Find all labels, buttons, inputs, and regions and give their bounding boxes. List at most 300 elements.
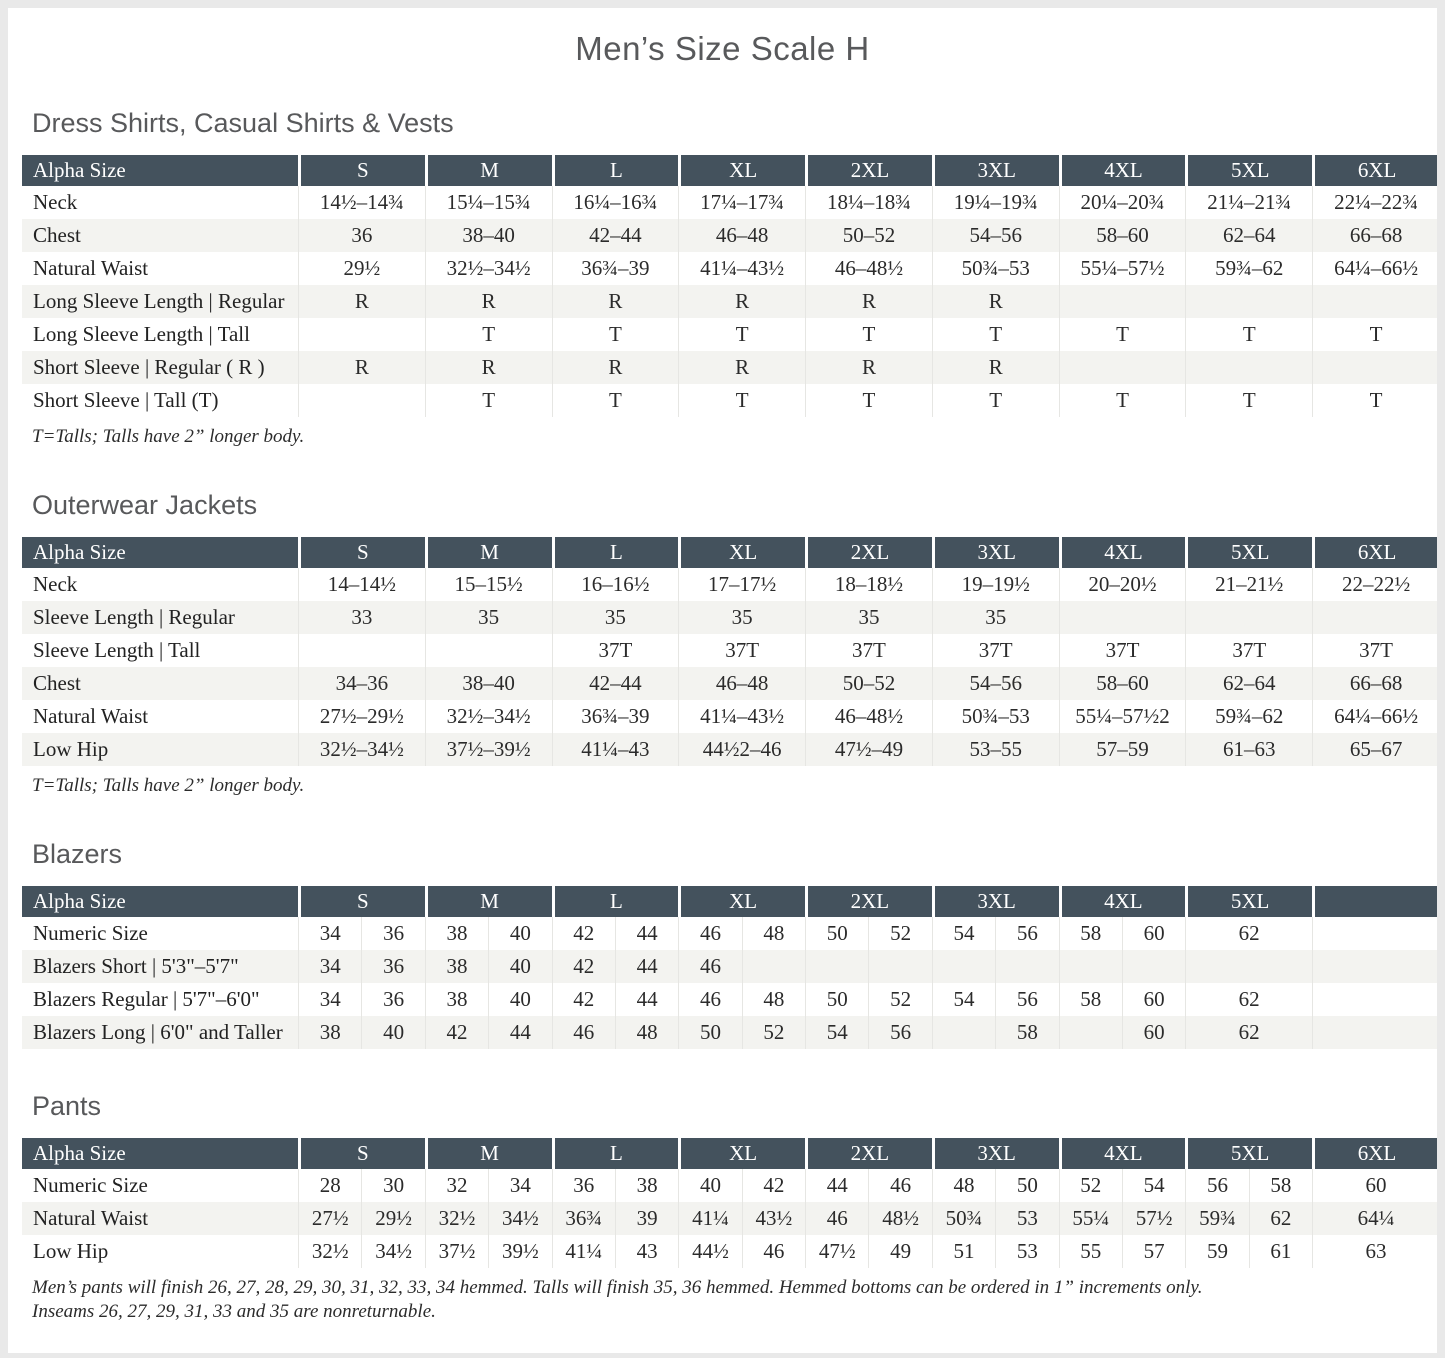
size-cell: R xyxy=(805,351,932,384)
size-cell: R xyxy=(678,285,805,318)
size-cell: 62 xyxy=(1185,917,1312,950)
column-header-label: Alpha Size xyxy=(22,155,298,186)
table-row xyxy=(22,1235,1439,1268)
size-cell: T xyxy=(1059,384,1186,417)
size-cell: 40 xyxy=(361,1016,424,1049)
table-row xyxy=(22,252,1439,285)
size-cell: 50 xyxy=(678,1016,741,1049)
size-cell: 34 xyxy=(488,1169,551,1202)
row-label: Blazers Regular | 5'7"–6'0" xyxy=(33,987,260,1011)
size-cell: 18¼–18¾ xyxy=(805,186,932,219)
size-cell: 59 xyxy=(1185,1235,1248,1268)
table-row xyxy=(22,186,1439,219)
footnote-pants-line1: Men’s pants will finish 26, 27, 28, 29, 30, 31, 32, 33, 34 hemmed. Talls will finish 35, 36 hemmed. Hemmed bottoms can be ordered in 1” increments only. xyxy=(32,1277,1203,1298)
size-cell xyxy=(1059,351,1186,384)
header-row xyxy=(22,886,1439,917)
size-cell: 19–19½ xyxy=(932,568,1059,601)
size-cell: 50¾–53 xyxy=(932,252,1059,285)
table-row xyxy=(22,983,1439,1016)
size-cell: 38 xyxy=(298,1016,361,1049)
size-cell: R xyxy=(425,351,552,384)
size-cell: R xyxy=(552,285,679,318)
size-cell: R xyxy=(678,351,805,384)
section-outerwear-jackets xyxy=(22,490,1423,797)
table-row xyxy=(22,384,1439,417)
size-cell: 14–14½ xyxy=(298,568,425,601)
size-cell: 41¼ xyxy=(552,1235,615,1268)
size-cell: 32½ xyxy=(425,1202,488,1235)
size-table-host-dress-shirts xyxy=(22,155,1423,417)
size-cell: 39 xyxy=(615,1202,678,1235)
size-cell: 34–36 xyxy=(298,667,425,700)
size-cell xyxy=(932,950,995,983)
page-title: Men’s Size Scale H xyxy=(575,30,870,67)
size-cell: 32½–34½ xyxy=(425,700,552,733)
size-cell: 37T xyxy=(1185,634,1312,667)
size-cell: T xyxy=(1185,384,1312,417)
header-row xyxy=(22,1138,1439,1169)
column-header: 3XL xyxy=(932,886,1059,917)
size-cell: 30 xyxy=(361,1169,424,1202)
size-table xyxy=(22,155,1439,417)
table-row xyxy=(22,219,1439,252)
size-cell: 34 xyxy=(298,983,361,1016)
size-cell: 41¼–43½ xyxy=(678,700,805,733)
table-row xyxy=(22,950,1439,983)
column-header: 3XL xyxy=(932,1138,1059,1169)
size-cell xyxy=(1312,917,1439,950)
size-cell: 66–68 xyxy=(1312,219,1439,252)
size-cell: 57½ xyxy=(1122,1202,1185,1235)
size-cell: 38–40 xyxy=(425,667,552,700)
size-cell: 48 xyxy=(742,917,805,950)
size-cell: 50–52 xyxy=(805,667,932,700)
size-cell xyxy=(425,634,552,667)
size-cell: 66–68 xyxy=(1312,667,1439,700)
size-cell: 27½ xyxy=(298,1202,361,1235)
column-header: 4XL xyxy=(1059,886,1186,917)
size-cell xyxy=(1059,950,1122,983)
size-cell: 59¾–62 xyxy=(1185,700,1312,733)
size-cell: 20¼–20¾ xyxy=(1059,186,1186,219)
row-label: Neck xyxy=(33,190,78,214)
size-cell: 42 xyxy=(552,917,615,950)
column-header: S xyxy=(298,1138,425,1169)
row-label: Long Sleeve Length | Tall xyxy=(33,322,250,346)
size-cell: 36 xyxy=(552,1169,615,1202)
size-cell: 53–55 xyxy=(932,733,1059,766)
size-table xyxy=(22,537,1439,766)
size-table-host-pants xyxy=(22,1138,1423,1268)
table-row xyxy=(22,667,1439,700)
footnote-pants-line2: Inseams 26, 27, 29, 31, 33 and 35 are nonreturnable. xyxy=(32,1301,436,1322)
column-header: L xyxy=(552,886,679,917)
row-label: Blazers Short | 5'3"–5'7" xyxy=(22,950,298,983)
size-cell: 36 xyxy=(361,917,424,950)
size-cell: 50–52 xyxy=(805,219,932,252)
size-cell: 35 xyxy=(425,601,552,634)
size-cell xyxy=(1312,285,1439,318)
size-cell: 62–64 xyxy=(1185,667,1312,700)
size-cell: 42–44 xyxy=(552,219,679,252)
size-cell: 50¾–53 xyxy=(932,700,1059,733)
size-cell: 60 xyxy=(1122,917,1185,950)
column-header: 5XL xyxy=(1185,155,1312,186)
row-label: Natural Waist xyxy=(33,256,149,280)
size-cell: 60 xyxy=(1122,1016,1185,1049)
row-label: Sleeve Length | Regular xyxy=(22,601,298,634)
size-cell: 21–21½ xyxy=(1185,568,1312,601)
size-cell xyxy=(1185,950,1312,983)
size-cell: 38 xyxy=(425,917,488,950)
size-cell: 44½ xyxy=(678,1235,741,1268)
size-cell: 43 xyxy=(615,1235,678,1268)
size-cell: 50 xyxy=(995,1169,1058,1202)
size-cell: 32½–34½ xyxy=(298,733,425,766)
size-cell: 58–60 xyxy=(1059,667,1186,700)
size-cell: 17–17½ xyxy=(678,568,805,601)
size-cell: T xyxy=(678,318,805,351)
size-cell: 40 xyxy=(488,983,551,1016)
size-cell: 15–15½ xyxy=(425,568,552,601)
size-cell: 35 xyxy=(552,601,679,634)
size-cell xyxy=(742,950,805,983)
size-cell: 36 xyxy=(361,983,424,1016)
size-cell: 54 xyxy=(932,917,995,950)
column-header: 5XL xyxy=(1185,1138,1312,1169)
column-header: M xyxy=(425,1138,552,1169)
size-cell: 56 xyxy=(995,983,1058,1016)
size-cell: 37T xyxy=(1312,634,1439,667)
size-cell: T xyxy=(805,384,932,417)
size-cell: 18–18½ xyxy=(805,568,932,601)
size-cell: 46 xyxy=(678,950,741,983)
size-cell: 36¾–39 xyxy=(552,700,679,733)
size-cell: 41¼–43½ xyxy=(678,252,805,285)
size-cell: 35 xyxy=(805,601,932,634)
size-cell: 41¼ xyxy=(678,1202,741,1235)
size-cell: 42–44 xyxy=(552,667,679,700)
size-cell: 38 xyxy=(615,1169,678,1202)
size-cell: R xyxy=(425,285,552,318)
size-cell: 64¼–66½ xyxy=(1312,700,1439,733)
size-cell: 54 xyxy=(932,983,995,1016)
size-cell xyxy=(1059,1016,1122,1049)
size-cell: 46–48 xyxy=(678,219,805,252)
size-cell: 38–40 xyxy=(425,219,552,252)
size-cell: 21¼–21¾ xyxy=(1185,186,1312,219)
column-header: 4XL xyxy=(1059,155,1186,186)
size-cell: R xyxy=(805,285,932,318)
size-cell: 28 xyxy=(298,1169,361,1202)
column-header: XL xyxy=(678,155,805,186)
section-heading-blazers: Blazers xyxy=(32,839,123,869)
header-row xyxy=(22,155,1439,186)
size-table-host-blazers xyxy=(22,886,1423,1049)
size-cell: 38 xyxy=(425,983,488,1016)
size-cell: 29½ xyxy=(361,1202,424,1235)
size-cell: 43½ xyxy=(742,1202,805,1235)
size-cell: 58 xyxy=(1249,1169,1312,1202)
size-cell: 59¾–62 xyxy=(1185,252,1312,285)
size-cell: 36¾ xyxy=(552,1202,615,1235)
size-cell: 46 xyxy=(678,983,741,1016)
size-cell: 46–48½ xyxy=(805,700,932,733)
size-cell xyxy=(868,950,931,983)
size-cell: T xyxy=(805,318,932,351)
size-cell: 37½ xyxy=(425,1235,488,1268)
size-cell: 44 xyxy=(615,917,678,950)
size-cell: 46 xyxy=(742,1235,805,1268)
size-cell: 53 xyxy=(995,1202,1058,1235)
size-cell: 44 xyxy=(615,950,678,983)
table-row xyxy=(22,351,1439,384)
column-header: M xyxy=(425,155,552,186)
row-label: Short Sleeve | Regular ( R ) xyxy=(22,351,298,384)
size-cell xyxy=(298,318,425,351)
size-cell xyxy=(1185,351,1312,384)
size-cell xyxy=(1312,1016,1439,1049)
column-header: S xyxy=(298,886,425,917)
section-heading-pants: Pants xyxy=(32,1091,102,1121)
size-cell: 55¼–57½ xyxy=(1059,252,1186,285)
row-label: Neck xyxy=(33,572,78,596)
size-cell: R xyxy=(932,285,1059,318)
column-header-label: Alpha Size xyxy=(22,886,298,917)
size-cell: 44 xyxy=(488,1016,551,1049)
size-cell: 62–64 xyxy=(1185,219,1312,252)
column-header: XL xyxy=(678,537,805,568)
table-row xyxy=(22,568,1439,601)
size-cell: 62 xyxy=(1185,1016,1312,1049)
size-cell: R xyxy=(298,351,425,384)
table-row xyxy=(22,700,1439,733)
size-cell: 41¼–43 xyxy=(552,733,679,766)
size-cell: 39½ xyxy=(488,1235,551,1268)
row-label: Sleeve Length | Tall xyxy=(33,638,201,662)
size-cell: 44 xyxy=(805,1169,868,1202)
size-cell: 15¼–15¾ xyxy=(425,186,552,219)
size-cell: 44 xyxy=(615,983,678,1016)
size-cell: 14½–14¾ xyxy=(298,186,425,219)
size-cell: 54–56 xyxy=(932,219,1059,252)
size-cell: 46 xyxy=(805,1202,868,1235)
size-cell: T xyxy=(1185,318,1312,351)
column-header: 2XL xyxy=(805,537,932,568)
size-cell: T xyxy=(1312,384,1439,417)
size-cell: T xyxy=(1312,318,1439,351)
size-cell: 42 xyxy=(552,950,615,983)
table-row xyxy=(22,601,1439,634)
size-cell: 46–48 xyxy=(678,667,805,700)
size-cell: 16–16½ xyxy=(552,568,679,601)
table-row xyxy=(22,1169,1439,1202)
table-row xyxy=(22,917,1439,950)
column-header: L xyxy=(552,537,679,568)
size-cell: 37½–39½ xyxy=(425,733,552,766)
size-cell: 16¼–16¾ xyxy=(552,186,679,219)
size-cell xyxy=(1059,285,1186,318)
column-header: 4XL xyxy=(1059,1138,1186,1169)
size-cell: 57 xyxy=(1122,1235,1185,1268)
size-cell: 37T xyxy=(1059,634,1186,667)
column-header: 3XL xyxy=(932,537,1059,568)
row-label: Long Sleeve Length | Regular xyxy=(22,285,298,318)
column-header: 6XL xyxy=(1312,155,1439,186)
column-header: S xyxy=(298,155,425,186)
size-cell: 52 xyxy=(742,1016,805,1049)
section-dress-shirts xyxy=(22,108,1423,448)
size-cell: T xyxy=(425,384,552,417)
table-row xyxy=(22,733,1439,766)
size-cell: R xyxy=(298,285,425,318)
size-cell: 27½–29½ xyxy=(298,700,425,733)
size-cell: 52 xyxy=(868,983,931,1016)
size-cell xyxy=(1312,983,1439,1016)
size-cell: 58–60 xyxy=(1059,219,1186,252)
size-cell: 40 xyxy=(488,950,551,983)
size-cell: 37T xyxy=(805,634,932,667)
column-header: L xyxy=(552,155,679,186)
size-cell: 48 xyxy=(932,1169,995,1202)
footnote-outerwear-jackets: T=Talls; Talls have 2” longer body. xyxy=(32,775,305,796)
column-header xyxy=(1312,886,1439,917)
size-cell: 34 xyxy=(298,917,361,950)
size-cell: 55¼ xyxy=(1059,1202,1122,1235)
column-header-label: Alpha Size xyxy=(22,1138,298,1169)
table-row xyxy=(22,1202,1439,1235)
size-cell: 55 xyxy=(1059,1235,1122,1268)
size-cell: 55¼–57½2 xyxy=(1059,700,1186,733)
size-cell: 36 xyxy=(361,950,424,983)
size-cell: 64¼ xyxy=(1312,1202,1439,1235)
section-blazers xyxy=(22,839,1423,1049)
size-cell: 48 xyxy=(615,1016,678,1049)
size-cell: 35 xyxy=(932,601,1059,634)
column-header: 3XL xyxy=(932,155,1059,186)
size-cell: 57–59 xyxy=(1059,733,1186,766)
size-cell: 65–67 xyxy=(1312,733,1439,766)
size-cell: 46 xyxy=(678,917,741,950)
row-label: Numeric Size xyxy=(33,921,148,945)
size-cell: 62 xyxy=(1185,983,1312,1016)
size-cell: 37T xyxy=(552,634,679,667)
size-cell: T xyxy=(552,318,679,351)
row-label: Blazers Long | 6'0" and Taller xyxy=(22,1016,298,1049)
size-cell: 32 xyxy=(425,1169,488,1202)
size-cell xyxy=(1312,601,1439,634)
size-cell: 51 xyxy=(932,1235,995,1268)
size-cell: 56 xyxy=(868,1016,931,1049)
column-header: 5XL xyxy=(1185,537,1312,568)
size-table xyxy=(22,1138,1439,1268)
size-cell: 58 xyxy=(1059,983,1122,1016)
size-cell: R xyxy=(552,351,679,384)
size-cell: 46 xyxy=(868,1169,931,1202)
column-header: 2XL xyxy=(805,1138,932,1169)
size-cell: 53 xyxy=(995,1235,1058,1268)
size-cell: 50 xyxy=(805,983,868,1016)
size-cell: 42 xyxy=(552,983,615,1016)
size-cell: R xyxy=(932,351,1059,384)
size-cell xyxy=(805,950,868,983)
size-cell: 50 xyxy=(805,917,868,950)
size-cell: 44½2–46 xyxy=(678,733,805,766)
size-cell: T xyxy=(425,318,552,351)
size-cell: 34 xyxy=(298,950,361,983)
row-label: Natural Waist xyxy=(33,704,149,728)
size-cell: 46 xyxy=(552,1016,615,1049)
size-cell: 20–20½ xyxy=(1059,568,1186,601)
size-cell: 60 xyxy=(1122,983,1185,1016)
size-cell xyxy=(1312,950,1439,983)
row-label: Low Hip xyxy=(22,733,298,766)
size-cell: 37T xyxy=(932,634,1059,667)
row-label: Natural Waist xyxy=(22,1202,298,1235)
size-cell: 37T xyxy=(678,634,805,667)
size-cell: T xyxy=(932,384,1059,417)
size-cell: 47½–49 xyxy=(805,733,932,766)
row-label: Chest xyxy=(22,667,298,700)
page-content xyxy=(8,8,1437,1323)
size-cell: 40 xyxy=(488,917,551,950)
column-header: 5XL xyxy=(1185,886,1312,917)
size-cell: 42 xyxy=(742,1169,805,1202)
size-cell: 54 xyxy=(1122,1169,1185,1202)
size-cell: 19¼–19¾ xyxy=(932,186,1059,219)
column-header-label: Alpha Size xyxy=(22,537,298,568)
size-cell: T xyxy=(932,318,1059,351)
table-row xyxy=(22,318,1439,351)
size-cell: 34½ xyxy=(488,1202,551,1235)
column-header: S xyxy=(298,537,425,568)
column-header: XL xyxy=(678,886,805,917)
size-cell xyxy=(1185,285,1312,318)
size-cell: 64¼–66½ xyxy=(1312,252,1439,285)
size-cell xyxy=(1059,601,1186,634)
size-cell xyxy=(1312,351,1439,384)
size-cell xyxy=(1122,950,1185,983)
size-cell: 63 xyxy=(1312,1235,1439,1268)
size-cell: 17¼–17¾ xyxy=(678,186,805,219)
size-cell: 49 xyxy=(868,1235,931,1268)
column-header: 2XL xyxy=(805,155,932,186)
header-row xyxy=(22,537,1439,568)
size-cell: 54 xyxy=(805,1016,868,1049)
size-cell: 58 xyxy=(995,1016,1058,1049)
size-cell: 32½–34½ xyxy=(425,252,552,285)
row-label: Numeric Size xyxy=(33,1173,148,1197)
size-cell: 36¾–39 xyxy=(552,252,679,285)
size-cell xyxy=(932,1016,995,1049)
column-header: 6XL xyxy=(1312,1138,1439,1169)
size-cell: 59¾ xyxy=(1185,1202,1248,1235)
table-row xyxy=(22,285,1439,318)
size-cell: 56 xyxy=(995,917,1058,950)
column-header: M xyxy=(425,537,552,568)
size-cell xyxy=(1185,601,1312,634)
size-cell: 33 xyxy=(298,601,425,634)
size-cell: 38 xyxy=(425,950,488,983)
row-label: Chest xyxy=(22,219,298,252)
size-cell xyxy=(298,634,425,667)
column-header: 4XL xyxy=(1059,537,1186,568)
size-cell: T xyxy=(552,384,679,417)
size-cell: 48 xyxy=(742,983,805,1016)
size-cell: 47½ xyxy=(805,1235,868,1268)
column-header: L xyxy=(552,1138,679,1169)
size-cell: 50¾ xyxy=(932,1202,995,1235)
